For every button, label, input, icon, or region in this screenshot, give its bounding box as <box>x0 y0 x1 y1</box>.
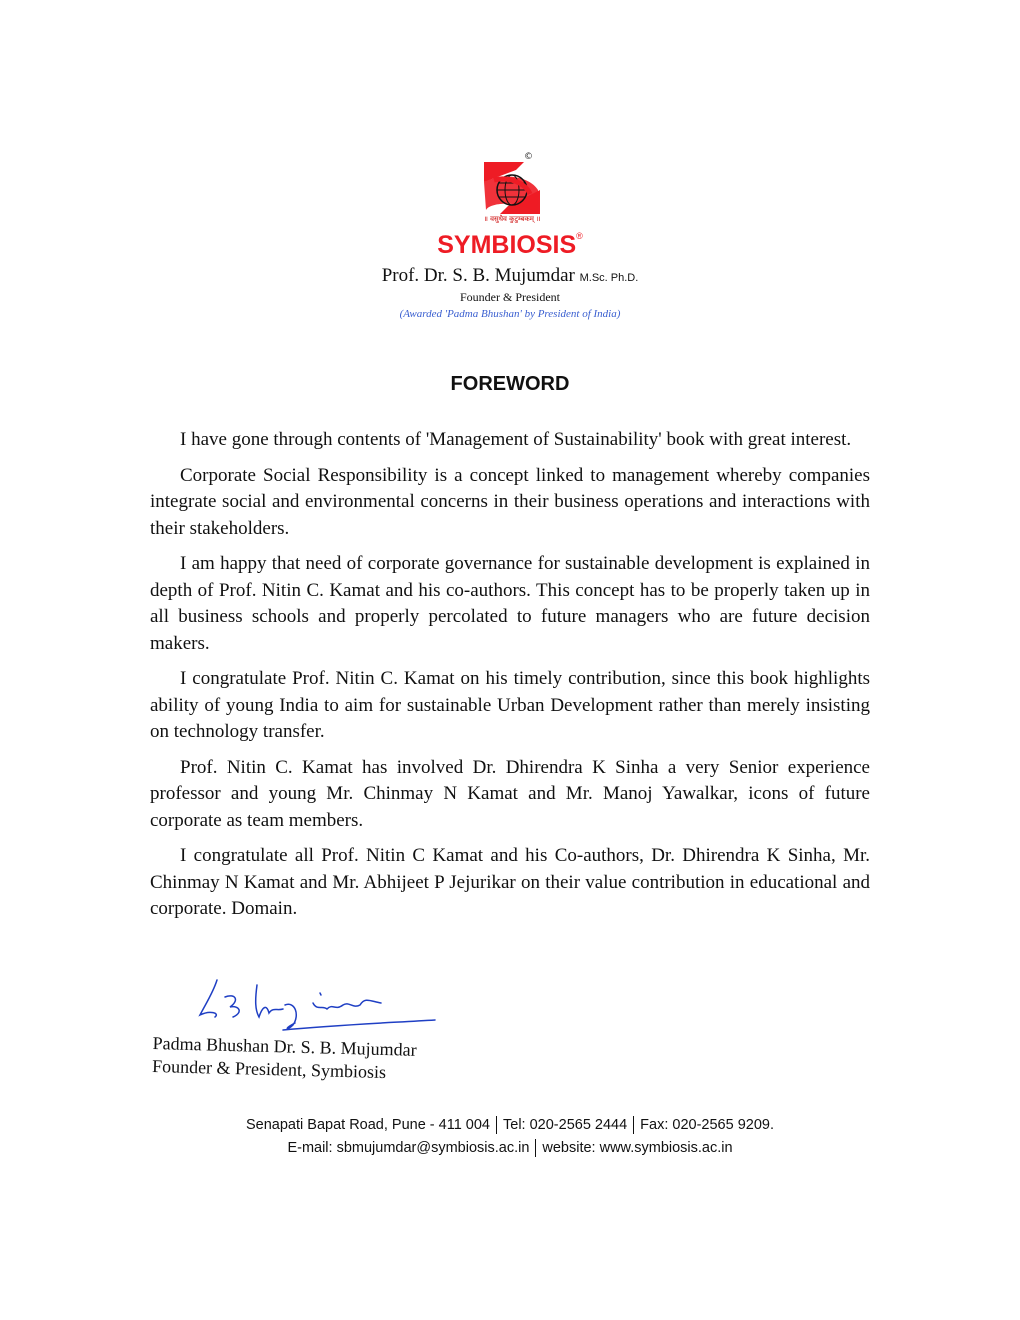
email: E-mail: sbmujumdar@symbiosis.ac.in <box>287 1140 530 1156</box>
author-role: Founder & President <box>460 290 560 304</box>
divider <box>496 1116 497 1134</box>
registered-mark: ® <box>576 231 583 241</box>
address: Senapati Bapat Road, Pune - 411 004 <box>246 1117 491 1133</box>
paragraph: Corporate Social Responsibility is a concept linked to management whereby companies integrate social and environmental concerns in their business operations and interactions with their stakeholders. <box>150 464 870 539</box>
contact-footer <box>0 1114 1020 1160</box>
signatory-title: Founder & President, Symbiosis <box>151 1055 387 1083</box>
brand-name: SYMBIOSIS® <box>437 231 583 259</box>
page-title: FOREWORD <box>450 373 570 395</box>
author-name: Prof. Dr. S. B. Mujumdar M.Sc. Ph.D. <box>381 265 639 286</box>
fax: Fax: 020-2565 9209. <box>640 1117 774 1133</box>
handwritten-signature <box>185 975 445 1040</box>
paragraph: I am happy that need of corporate governance for sustainable development is explained in depth of Prof. Nitin C. Kamat and his co-authors. This concept has to be properly taken up in all business schools and properly percolated to future managers who are future decision makers. <box>150 553 870 654</box>
telephone: Tel: 020-2565 2444 <box>503 1117 628 1133</box>
svg-text:©: © <box>524 152 533 162</box>
paragraph: I congratulate all Prof. Nitin C Kamat and his Co-authors, Dr. Dhirendra K Sinha, Mr. Chinmay N Kamat and Mr. Abhijeet P Jejurikar on their value contribution in educational and corporate. Domain. <box>150 845 870 919</box>
logo-motto: ॥ वसुधैव कुटुम्बकम् ॥ <box>483 215 541 223</box>
paragraph: I have gone through contents of 'Management of Sustainability' book with great interest. <box>180 429 852 450</box>
degrees: M.Sc. Ph.D. <box>579 272 639 284</box>
divider <box>535 1139 536 1157</box>
foreword-body <box>150 427 870 932</box>
paragraph: Prof. Nitin C. Kamat has involved Dr. Dhirendra K Sinha a very Senior experience professor and young Mr. Chinmay N Kamat and Mr. Manoj Yawalkar, icons of future corporate as team members. <box>150 756 870 831</box>
paragraph: I congratulate Prof. Nitin C. Kamat on his timely contribution, since this book highlights ability of young India to aim for sustainable Urban Development rather than merely insisting on technology transfer. <box>150 668 870 742</box>
signatory-block <box>152 1032 417 1085</box>
divider <box>633 1116 634 1134</box>
signatory-name: Padma Bhushan Dr. S. B. Mujumdar <box>152 1032 417 1060</box>
website: website: www.symbiosis.ac.in <box>542 1140 733 1156</box>
award-note: (Awarded 'Padma Bhushan' by President of India) <box>399 308 621 320</box>
